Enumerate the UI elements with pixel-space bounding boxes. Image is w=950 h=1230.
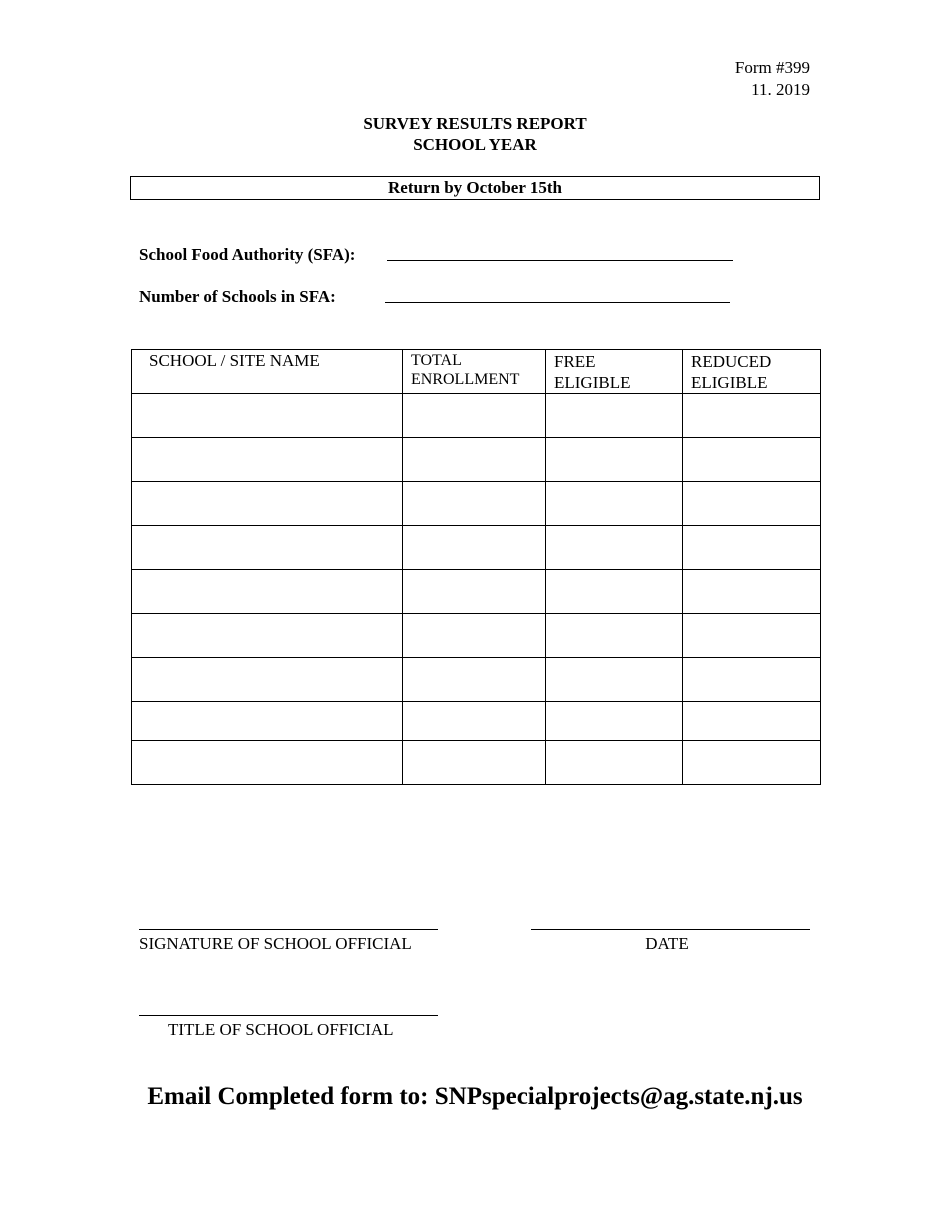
total-enrollment-cell[interactable] xyxy=(403,741,546,785)
date-label: DATE xyxy=(645,934,689,953)
column-header-line: ELIGIBLE xyxy=(554,373,631,392)
total-enrollment-cell[interactable] xyxy=(403,482,546,526)
total-enrollment-cell[interactable] xyxy=(403,526,546,570)
table-row xyxy=(132,658,821,702)
form-number: Form #399 xyxy=(734,58,810,77)
free-eligible-cell[interactable] xyxy=(546,658,683,702)
column-header-total-enrollment xyxy=(403,350,546,394)
table-header-row xyxy=(132,350,821,394)
school-name-cell[interactable] xyxy=(132,394,403,438)
reduced-eligible-cell[interactable] xyxy=(683,741,821,785)
reduced-eligible-cell[interactable] xyxy=(683,658,821,702)
form-date: 11. 2019 xyxy=(751,80,810,99)
free-eligible-cell[interactable] xyxy=(546,570,683,614)
title-line[interactable] xyxy=(139,1015,438,1016)
column-header-school-name xyxy=(132,350,403,394)
column-header-line: REDUCED xyxy=(691,352,772,371)
report-title: SURVEY RESULTS REPORT xyxy=(363,114,587,133)
column-header-line: SCHOOL / SITE NAME xyxy=(149,351,320,370)
column-header-reduced-eligible xyxy=(683,350,821,394)
report-title-block xyxy=(0,113,950,155)
school-name-cell[interactable] xyxy=(132,570,403,614)
school-name-cell[interactable] xyxy=(132,526,403,570)
reduced-eligible-cell[interactable] xyxy=(683,702,821,741)
reduced-eligible-cell[interactable] xyxy=(683,482,821,526)
total-enrollment-cell[interactable] xyxy=(403,394,546,438)
schools-table xyxy=(131,349,821,785)
column-header-line: ELIGIBLE xyxy=(691,373,768,392)
free-eligible-cell[interactable] xyxy=(546,438,683,482)
school-name-cell[interactable] xyxy=(132,658,403,702)
table-row xyxy=(132,438,821,482)
table-row xyxy=(132,394,821,438)
form-number-block xyxy=(735,57,810,101)
table-row xyxy=(132,526,821,570)
return-by-banner: Return by October 15th xyxy=(130,176,820,200)
date-line[interactable] xyxy=(531,929,810,930)
total-enrollment-cell[interactable] xyxy=(403,438,546,482)
school-name-cell[interactable] xyxy=(132,482,403,526)
column-header-free-eligible xyxy=(546,350,683,394)
table-row xyxy=(132,482,821,526)
reduced-eligible-cell[interactable] xyxy=(683,570,821,614)
total-enrollment-cell[interactable] xyxy=(403,570,546,614)
table-row xyxy=(132,702,821,741)
sfa-label: School Food Authority (SFA): xyxy=(139,245,356,264)
sfa-input-line[interactable] xyxy=(387,260,733,261)
signature-line[interactable] xyxy=(139,929,438,930)
schools-count-input-line[interactable] xyxy=(385,302,730,303)
school-name-cell[interactable] xyxy=(132,438,403,482)
reduced-eligible-cell[interactable] xyxy=(683,614,821,658)
reduced-eligible-cell[interactable] xyxy=(683,394,821,438)
school-name-cell[interactable] xyxy=(132,702,403,741)
signature-label: SIGNATURE OF SCHOOL OFFICIAL xyxy=(139,934,412,953)
free-eligible-cell[interactable] xyxy=(546,394,683,438)
school-name-cell[interactable] xyxy=(132,614,403,658)
total-enrollment-cell[interactable] xyxy=(403,658,546,702)
schools-count-label: Number of Schools in SFA: xyxy=(139,287,336,306)
table-row xyxy=(132,614,821,658)
title-label: TITLE OF SCHOOL OFFICIAL xyxy=(168,1020,394,1039)
free-eligible-cell[interactable] xyxy=(546,526,683,570)
column-header-line: FREE xyxy=(554,352,596,371)
email-instructions: Email Completed form to: SNPspecialprojects@ag.state.nj.us xyxy=(147,1083,803,1110)
column-header-line: ENROLLMENT xyxy=(411,371,520,388)
free-eligible-cell[interactable] xyxy=(546,614,683,658)
free-eligible-cell[interactable] xyxy=(546,741,683,785)
table-row xyxy=(132,570,821,614)
report-subtitle: SCHOOL YEAR xyxy=(413,135,537,154)
reduced-eligible-cell[interactable] xyxy=(683,438,821,482)
total-enrollment-cell[interactable] xyxy=(403,614,546,658)
free-eligible-cell[interactable] xyxy=(546,702,683,741)
column-header-line: TOTAL xyxy=(411,352,462,369)
total-enrollment-cell[interactable] xyxy=(403,702,546,741)
free-eligible-cell[interactable] xyxy=(546,482,683,526)
reduced-eligible-cell[interactable] xyxy=(683,526,821,570)
table-row xyxy=(132,741,821,785)
school-name-cell[interactable] xyxy=(132,741,403,785)
